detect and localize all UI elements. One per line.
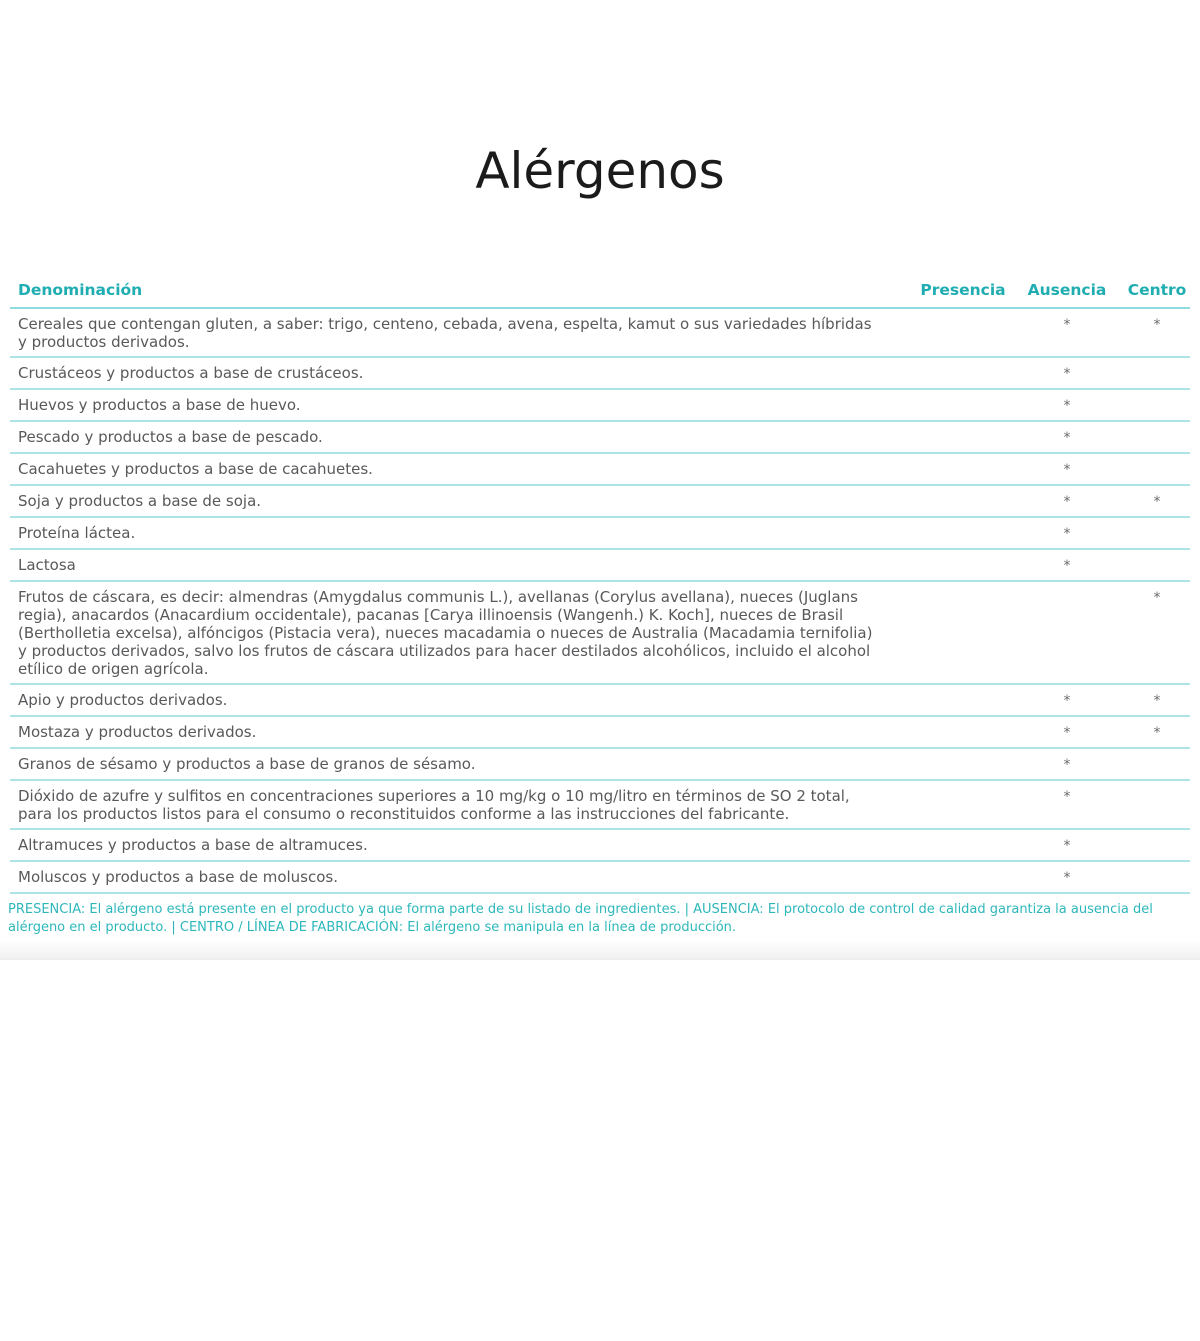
cell-presencia-mark (916, 357, 1010, 389)
table-row (10, 581, 1190, 684)
cell-ausencia-mark: * (1063, 789, 1071, 805)
cell-ausencia-mark: * (1063, 725, 1071, 741)
cell-denominacion: Moluscos y productos a base de moluscos. (18, 868, 339, 886)
table-row (10, 748, 1190, 780)
cell-denominacion: Cereales que contengan gluten, a saber: trigo, centeno, cebada, avena, espelta, kamut o sus variedades híbridas y productos derivados. (18, 315, 872, 351)
cell-denominacion: Apio y productos derivados. (18, 691, 228, 709)
cell-denominacion: Dióxido de azufre y sulfitos en concentraciones superiores a 10 mg/kg o 10 mg/litro en términos de SO 2 total, para los productos listos para el consumo o reconstituidos conforme a las instrucciones del fabricante. (18, 787, 850, 823)
cell-denominacion: Soja y productos a base de soja. (18, 492, 262, 510)
cell-centro-mark: * (1153, 725, 1161, 741)
cell-ausencia-mark: * (1063, 838, 1071, 854)
table-row (10, 517, 1190, 549)
cell-ausencia-mark: * (1063, 462, 1071, 478)
cell-centro-mark (1124, 389, 1190, 421)
cell-centro-mark: * (1153, 590, 1161, 606)
cell-denominacion: Altramuces y productos a base de altramuces. (18, 836, 368, 854)
cell-denominacion: Cacahuetes y productos a base de cacahuetes. (18, 460, 373, 478)
cell-centro-mark (1124, 421, 1190, 453)
cell-ausencia-mark: * (1063, 366, 1071, 382)
cell-presencia-mark (916, 453, 1010, 485)
cell-centro-mark (1124, 357, 1190, 389)
cell-centro-mark (1124, 780, 1190, 829)
table-row (10, 485, 1190, 517)
allergen-table-section (10, 277, 1190, 894)
cell-ausencia-mark: * (1063, 398, 1071, 414)
cell-denominacion: Lactosa (18, 556, 76, 574)
cell-centro-mark (1124, 549, 1190, 581)
allergen-table (10, 277, 1190, 894)
cell-presencia-mark (916, 389, 1010, 421)
page-title: Alérgenos (475, 142, 725, 200)
table-row (10, 716, 1190, 748)
cell-presencia-mark (916, 549, 1010, 581)
cell-presencia-mark (916, 684, 1010, 716)
column-header-centro: Centro (1127, 281, 1187, 299)
cell-denominacion: Crustáceos y productos a base de crustáceos. (18, 364, 364, 382)
cell-denominacion: Frutos de cáscara, es decir: almendras (Amygdalus communis L.), avellanas (Corylus avellana), nueces (Juglans regia), anacardos (Anacardium occidentale), pacanas [Carya illinoensis (Wangenh.) K. Koch], nueces de Brasil (Bertholletia excelsa), alfóncigos (Pistacia vera), nueces macadamia o nueces de Australia (Macadamia ternifolia) y productos derivados, salvo los frutos de cáscara utilizados para hacer destilados alcohólicos, incluido el alcohol etílico de origen agrícola. (18, 588, 873, 678)
table-row (10, 421, 1190, 453)
column-header-presencia: Presencia (920, 281, 1006, 299)
cell-centro-mark (1124, 453, 1190, 485)
cell-denominacion: Huevos y productos a base de huevo. (18, 396, 301, 414)
cell-denominacion: Mostaza y productos derivados. (18, 723, 257, 741)
cell-ausencia-mark: * (1063, 526, 1071, 542)
cell-presencia-mark (916, 780, 1010, 829)
cell-ausencia-mark: * (1063, 558, 1071, 574)
cell-ausencia-mark (1010, 581, 1124, 684)
table-row (10, 453, 1190, 485)
table-row (10, 549, 1190, 581)
table-row (10, 861, 1190, 893)
cell-centro-mark (1124, 517, 1190, 549)
cell-centro-mark: * (1153, 693, 1161, 709)
cell-presencia-mark (916, 421, 1010, 453)
cell-ausencia-mark: * (1063, 494, 1071, 510)
cell-centro-mark (1124, 829, 1190, 861)
cell-presencia-mark (916, 829, 1010, 861)
table-row (10, 357, 1190, 389)
table-row (10, 389, 1190, 421)
cell-presencia-mark (916, 748, 1010, 780)
cell-denominacion: Proteína láctea. (18, 524, 136, 542)
table-row (10, 308, 1190, 357)
cell-ausencia-mark: * (1063, 430, 1071, 446)
cell-denominacion: Pescado y productos a base de pescado. (18, 428, 323, 446)
cell-centro-mark (1124, 748, 1190, 780)
table-row (10, 829, 1190, 861)
cell-denominacion: Granos de sésamo y productos a base de granos de sésamo. (18, 755, 476, 773)
cell-presencia-mark (916, 517, 1010, 549)
cell-presencia-mark (916, 716, 1010, 748)
cell-ausencia-mark: * (1063, 757, 1071, 773)
cell-centro-mark: * (1153, 317, 1161, 333)
column-header-denominacion: Denominación (18, 281, 143, 299)
cell-presencia-mark (916, 308, 1010, 357)
allergen-table-body (10, 308, 1190, 893)
cell-presencia-mark (916, 485, 1010, 517)
cell-ausencia-mark: * (1063, 317, 1071, 333)
cell-presencia-mark (916, 581, 1010, 684)
card-bottom-edge (0, 940, 1200, 960)
cell-presencia-mark (916, 861, 1010, 893)
column-header-ausencia: Ausencia (1027, 281, 1107, 299)
cell-centro-mark (1124, 861, 1190, 893)
table-row (10, 780, 1190, 829)
table-header-row (10, 277, 1190, 308)
footer-legend: PRESENCIA: El alérgeno está presente en el producto ya que forma parte de su listado de ingredientes. | AUSENCIA: El protocolo de control de calidad garantiza la ausencia del alérgeno en el producto. | CENTRO / LÍNEA DE FABRICACIÓN: El alérgeno se manipula en la línea de producción. (8, 902, 1153, 935)
cell-centro-mark: * (1153, 494, 1161, 510)
cell-ausencia-mark: * (1063, 870, 1071, 886)
table-row (10, 684, 1190, 716)
cell-ausencia-mark: * (1063, 693, 1071, 709)
